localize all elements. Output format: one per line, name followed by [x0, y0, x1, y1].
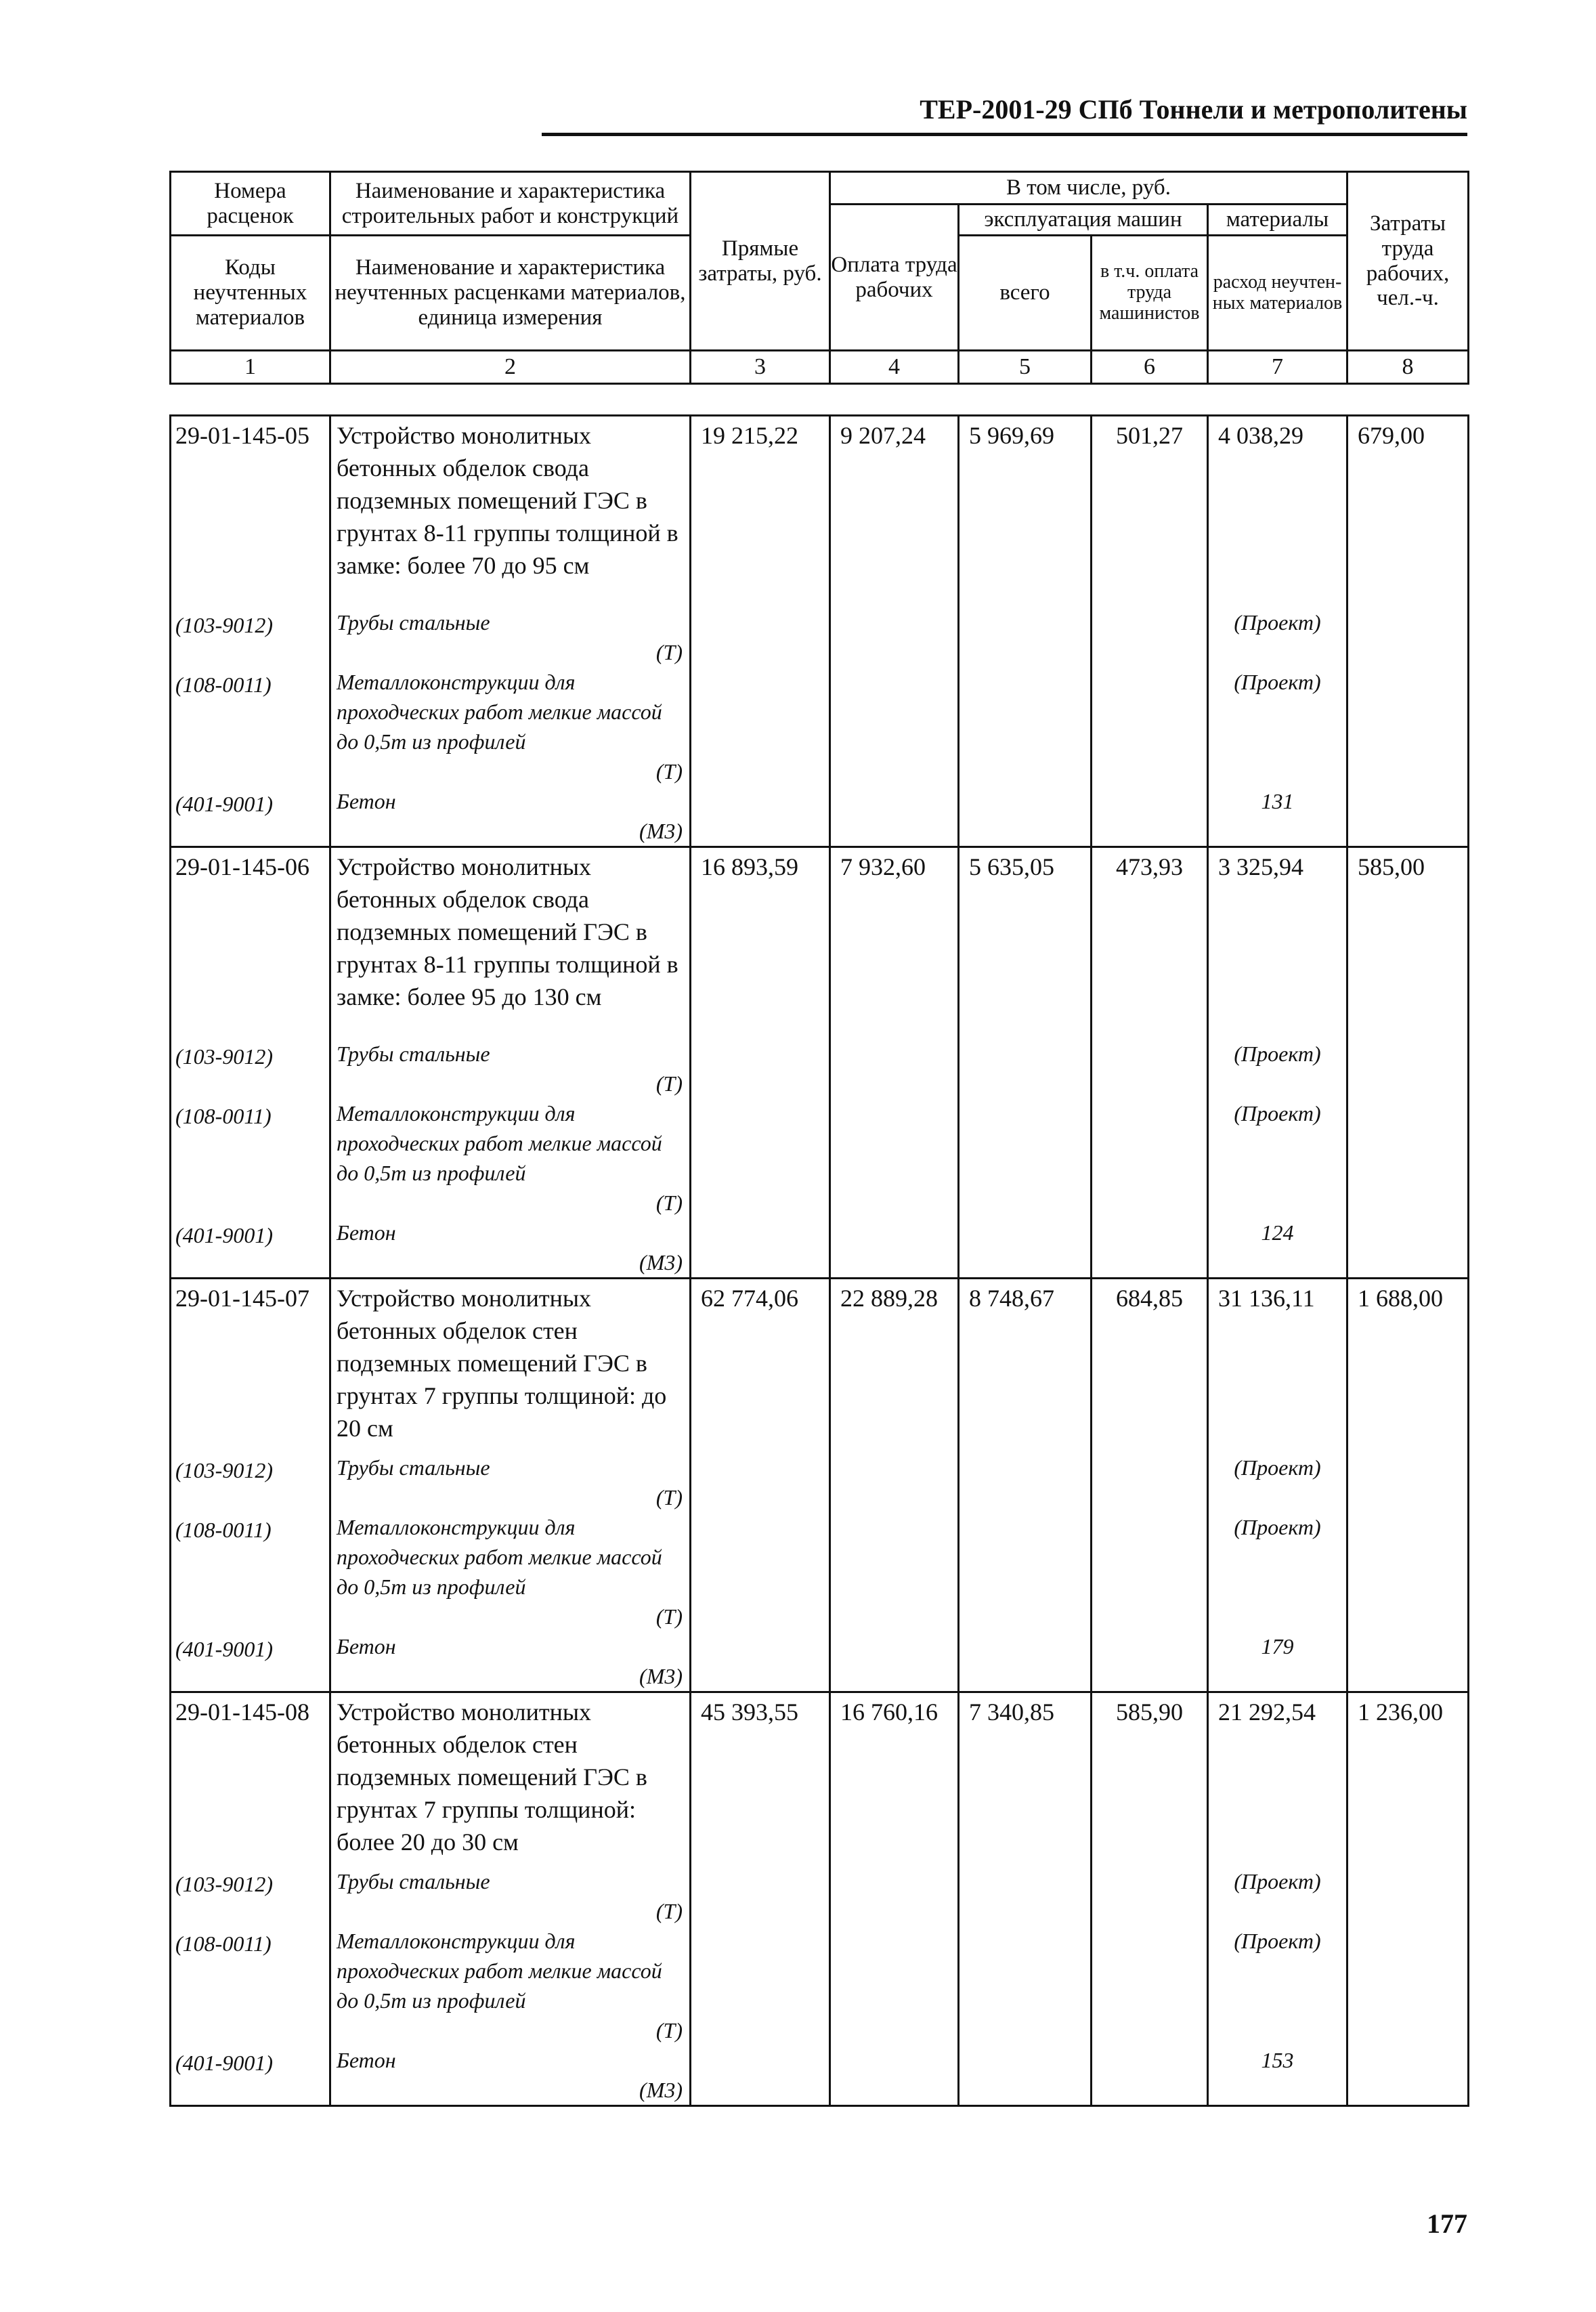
header-col8: Затраты труда рабочих, чел.-ч.: [1347, 172, 1469, 351]
material-name: Трубы стальные: [337, 610, 490, 635]
material-row: [171, 1039, 1469, 1098]
material-amount: 131: [1208, 786, 1347, 847]
direct-cost: 16 893,59: [691, 847, 830, 1022]
material-cell: [330, 607, 691, 667]
material-cell: [330, 667, 691, 786]
rate-code: 29-01-145-05: [171, 416, 330, 591]
material-cell: [330, 1039, 691, 1098]
header-col1-top: Номера расценок: [171, 172, 330, 236]
material-amount: 153: [1208, 2045, 1347, 2106]
header-col2-top: Наименование и характеристика строительных работ и конструкций: [330, 172, 691, 236]
table-header: [169, 171, 1469, 385]
labor-cost: 7 932,60: [830, 847, 959, 1022]
material-amount: (Проект): [1208, 1098, 1347, 1218]
rate-row: [171, 847, 1469, 1022]
header-col7: расход неучтен-ных материалов: [1208, 236, 1347, 351]
header-col1-bottom: Коды неучтенных материалов: [171, 236, 330, 351]
materials-cost: 21 292,54: [1208, 1692, 1347, 1867]
header-col2-bottom: Наименование и характеристика неучтенных расценками материалов, единица измерения: [330, 236, 691, 351]
machines-labor: 684,85: [1092, 1279, 1208, 1453]
rate-row: [171, 1692, 1469, 1867]
machines-labor: 473,93: [1092, 847, 1208, 1022]
material-code: (401-9001): [171, 1218, 330, 1279]
material-amount: (Проект): [1208, 1453, 1347, 1512]
labor-hours: 1 236,00: [1347, 1692, 1469, 1867]
material-code: (108-0011): [171, 1098, 330, 1218]
rates-table: [169, 414, 1469, 2107]
material-cell: [330, 1098, 691, 1218]
material-unit: (Т): [655, 1191, 683, 1215]
rate-name: Устройство монолитных бетонных обделок свода подземных помещений ГЭС в грунтах 8-11 группы толщиной в замке: более 70 до 95 см: [330, 416, 691, 591]
material-unit: (М3): [639, 1250, 683, 1275]
machines-labor: 501,27: [1092, 416, 1208, 591]
header-materials: материалы: [1208, 205, 1347, 236]
rate-code: 29-01-145-07: [171, 1279, 330, 1453]
rate-name: Устройство монолитных бетонных обделок свода подземных помещений ГЭС в грунтах 8-11 группы толщиной в замке: более 95 до 130 см: [330, 847, 691, 1022]
material-row: [171, 786, 1469, 847]
column-number: 5: [959, 351, 1092, 384]
column-number: 2: [330, 351, 691, 384]
material-cell: [330, 1866, 691, 1926]
machines-total: 7 340,85: [959, 1692, 1092, 1867]
material-unit: (Т): [655, 1485, 683, 1510]
direct-cost: 45 393,55: [691, 1692, 830, 1867]
material-cell: [330, 1218, 691, 1279]
material-name: Трубы стальные: [337, 1455, 490, 1480]
material-amount: (Проект): [1208, 607, 1347, 667]
material-code: (401-9001): [171, 1631, 330, 1692]
labor-hours: 585,00: [1347, 847, 1469, 1022]
material-code: (108-0011): [171, 1926, 330, 2045]
material-code: (103-9012): [171, 1866, 330, 1926]
material-code: (401-9001): [171, 786, 330, 847]
header-col3: Прямые затраты, руб.: [691, 172, 830, 351]
page-number: 177: [1427, 2208, 1467, 2239]
material-code: (103-9012): [171, 1453, 330, 1512]
header-machines: эксплуатация машин: [959, 205, 1208, 236]
labor-hours: 1 688,00: [1347, 1279, 1469, 1453]
header-col5: всего: [959, 236, 1092, 351]
material-unit: (Т): [655, 2018, 683, 2042]
machines-total: 5 969,69: [959, 416, 1092, 591]
material-amount: (Проект): [1208, 1926, 1347, 2045]
material-unit: (М3): [639, 2078, 683, 2102]
material-name: Металлоконструкции для проходческих работ мелкие массой до 0,5т из профилей: [337, 670, 662, 754]
material-cell: [330, 1453, 691, 1512]
material-unit: (Т): [655, 640, 683, 664]
material-row: [171, 1866, 1469, 1926]
material-amount: 124: [1208, 1218, 1347, 1279]
direct-cost: 19 215,22: [691, 416, 830, 591]
labor-cost: 16 760,16: [830, 1692, 959, 1867]
rate-row: [171, 1279, 1469, 1453]
material-unit: (М3): [639, 819, 683, 843]
material-amount: (Проект): [1208, 1512, 1347, 1631]
material-row: [171, 1218, 1469, 1279]
material-cell: [330, 1926, 691, 2045]
material-row: [171, 1926, 1469, 2045]
materials-cost: 4 038,29: [1208, 416, 1347, 591]
material-unit: (Т): [655, 1604, 683, 1629]
labor-cost: 22 889,28: [830, 1279, 959, 1453]
rate-name: Устройство монолитных бетонных обделок стен подземных помещений ГЭС в грунтах 7 группы толщиной: более 20 до 30 см: [330, 1692, 691, 1867]
material-code: (103-9012): [171, 1039, 330, 1098]
machines-total: 8 748,67: [959, 1279, 1092, 1453]
rate-code: 29-01-145-08: [171, 1692, 330, 1867]
material-amount: 179: [1208, 1631, 1347, 1692]
material-name: Трубы стальные: [337, 1869, 490, 1893]
material-name: Бетон: [337, 1634, 396, 1658]
material-amount: (Проект): [1208, 667, 1347, 786]
header-col4: Оплата труда рабочих: [830, 205, 959, 351]
column-number: 3: [691, 351, 830, 384]
material-row: [171, 2045, 1469, 2106]
column-number: 1: [171, 351, 330, 384]
material-row: [171, 1631, 1469, 1692]
material-code: (103-9012): [171, 607, 330, 667]
materials-cost: 31 136,11: [1208, 1279, 1347, 1453]
material-name: Металлоконструкции для проходческих работ мелкие массой до 0,5т из профилей: [337, 1101, 662, 1185]
rate-name: Устройство монолитных бетонных обделок стен подземных помещений ГЭС в грунтах 7 группы толщиной: до 20 см: [330, 1279, 691, 1453]
column-number: 7: [1208, 351, 1347, 384]
column-number: 6: [1092, 351, 1208, 384]
material-name: Бетон: [337, 1220, 396, 1245]
machines-total: 5 635,05: [959, 847, 1092, 1022]
material-code: (401-9001): [171, 2045, 330, 2106]
material-amount: (Проект): [1208, 1039, 1347, 1098]
material-unit: (Т): [655, 1071, 683, 1096]
material-code: (108-0011): [171, 1512, 330, 1631]
rate-code: 29-01-145-06: [171, 847, 330, 1022]
column-number: 4: [830, 351, 959, 384]
column-number: 8: [1347, 351, 1469, 384]
material-row: [171, 667, 1469, 786]
material-row: [171, 607, 1469, 667]
header-rule: [542, 133, 1467, 136]
material-name: Бетон: [337, 789, 396, 813]
material-code: (108-0011): [171, 667, 330, 786]
material-unit: (М3): [639, 1664, 683, 1688]
direct-cost: 62 774,06: [691, 1279, 830, 1453]
header-group: В том числе, руб.: [830, 172, 1347, 205]
header-col6: в т.ч. оплата труда машинистов: [1092, 236, 1208, 351]
material-name: Бетон: [337, 2048, 396, 2072]
material-cell: [330, 1512, 691, 1631]
material-cell: [330, 1631, 691, 1692]
material-unit: (Т): [655, 759, 683, 784]
material-row: [171, 1453, 1469, 1512]
material-name: Металлоконструкции для проходческих работ мелкие массой до 0,5т из профилей: [337, 1929, 662, 2013]
material-name: Металлоконструкции для проходческих работ мелкие массой до 0,5т из профилей: [337, 1515, 662, 1599]
material-amount: (Проект): [1208, 1866, 1347, 1926]
material-row: [171, 1098, 1469, 1218]
material-cell: [330, 786, 691, 847]
rate-row: [171, 416, 1469, 591]
machines-labor: 585,90: [1092, 1692, 1208, 1867]
running-header: ТЕР-2001-29 СПб Тоннели и метрополитены: [920, 94, 1467, 125]
material-unit: (Т): [655, 1899, 683, 1923]
material-row: [171, 1512, 1469, 1631]
materials-cost: 3 325,94: [1208, 847, 1347, 1022]
material-cell: [330, 2045, 691, 2106]
labor-hours: 679,00: [1347, 416, 1469, 591]
material-name: Трубы стальные: [337, 1042, 490, 1066]
labor-cost: 9 207,24: [830, 416, 959, 591]
